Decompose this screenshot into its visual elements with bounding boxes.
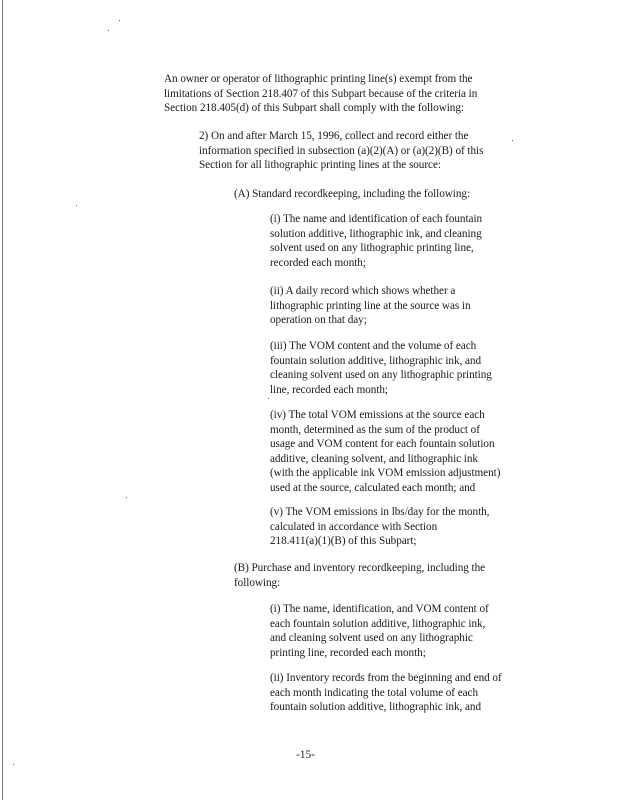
item-b-ii-paragraph: (ii) Inventory records from the beginning and end of each month indicating the total volume of each fountain solution additive, lithographic ink, and <box>270 672 502 714</box>
scan-speck <box>119 20 120 21</box>
item-a-heading: (A) Standard recordkeeping, including the following: <box>234 188 471 200</box>
item-a-iv-paragraph: (iv) The total VOM emissions at the source each month, determined as the sum of the product of usage and VOM content for each fountain solution additive, cleaning solvent, and lithographic ink (with the applicable ink VOM emission adjustment) used at the source, calculated each month; and <box>270 409 501 494</box>
item-a-i-paragraph: (i) The name and identification of each fountain solution additive, lithographic ink, and cleaning solvent used on any lithographic printing line, recorded each month; <box>270 213 483 269</box>
scan-edge-line <box>2 0 3 800</box>
item-b-heading: (B) Purchase and inventory recordkeeping, including the following: <box>234 562 486 589</box>
scan-speck <box>126 497 127 498</box>
page-number: -15- <box>296 749 315 761</box>
item-a-iii-paragraph: (iii) The VOM content and the volume of each fountain solution additive, lithographic ink, and cleaning solvent used on any lithographic printing line, recorded each month; <box>270 340 492 396</box>
item-b-i-paragraph: (i) The name, identification, and VOM content of each fountain solution additive, lithographic ink, and cleaning solvent used on any lithographic printing line, recorded each month; <box>270 603 489 659</box>
scan-speck <box>13 764 14 765</box>
item-a-ii-paragraph: (ii) A daily record which shows whether a lithographic printing line at the source was in operation on that day; <box>270 285 471 327</box>
scan-speck <box>268 398 269 399</box>
intro-paragraph: An owner or operator of lithographic printing line(s) exempt from the limitations of Section 218.407 of this Subpart because of the criteria in Section 218.405(d) of this Subpart shall comply with the following: <box>164 73 478 115</box>
item-a-v-paragraph: (v) The VOM emissions in lbs/day for the month, calculated in accordance with Section 218.411(a)(1)(B) of this Subpart; <box>270 506 490 548</box>
scan-speck <box>108 30 109 31</box>
page-number-footer <box>0 749 619 761</box>
scan-speck <box>76 205 77 206</box>
subsection-2-paragraph: 2) On and after March 15, 1996, collect and record either the information specified in subsection (a)(2)(A) or (a)(2)(B) of this Section for all lithographic printing lines at the source: <box>199 130 484 172</box>
